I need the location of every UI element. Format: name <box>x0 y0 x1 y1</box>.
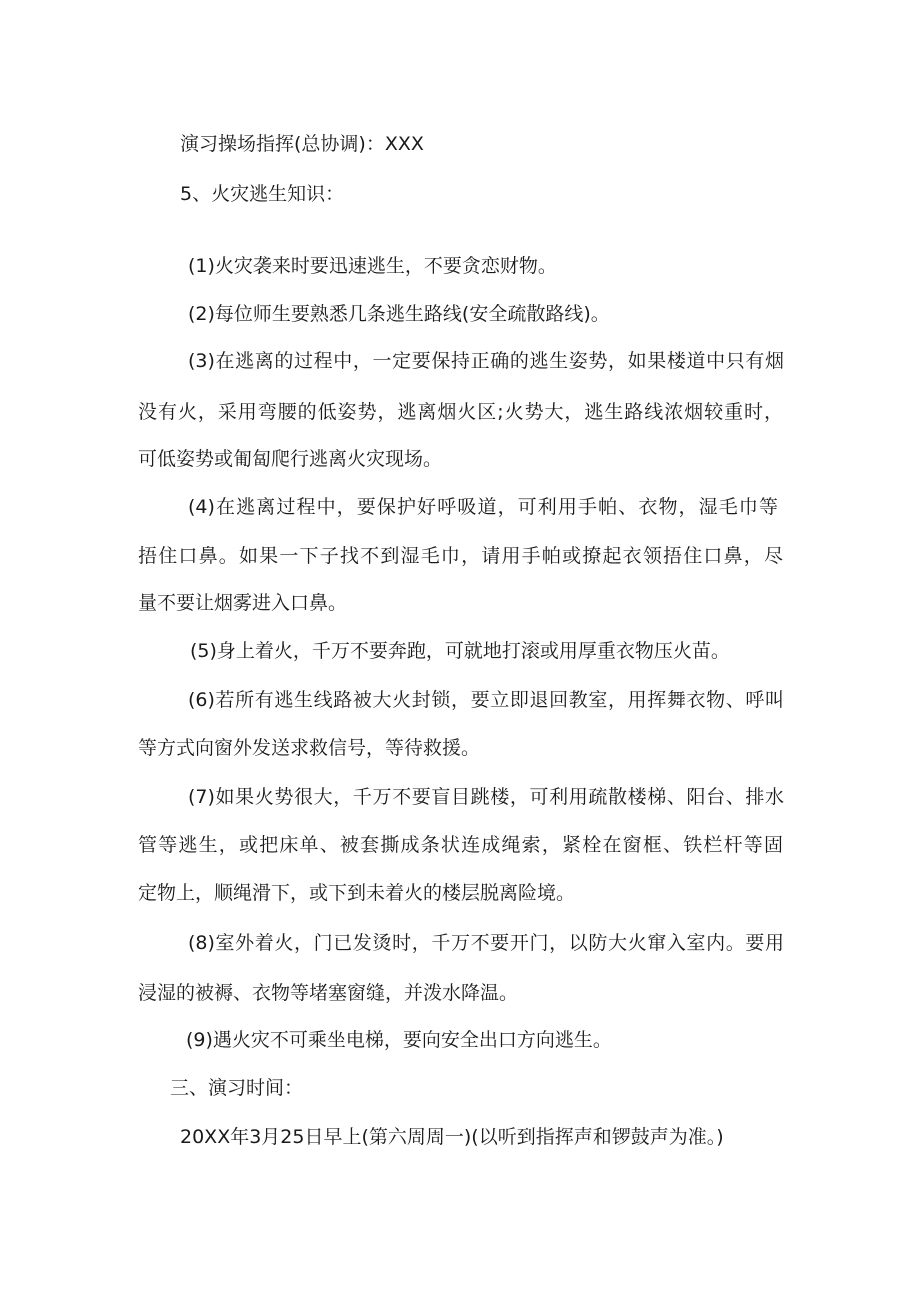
item-7-line-3: 定物上，顺绳滑下，或下到未着火的楼层脱离险境。 <box>138 882 576 904</box>
item-7-line-2: 管等逃生，或把床单、被套撕成条状连成绳索，紧栓在窗框、铁栏杆等固 <box>138 834 783 856</box>
item-3-line-3: 可低姿势或匍匐爬行逃离火灾现场。 <box>138 448 443 470</box>
commander-line: 演习操场指挥(总协调)：XXX <box>180 133 424 155</box>
section-heading-fire-escape: 5、火灾逃生知识： <box>180 183 345 205</box>
item-8-line-2: 浸湿的被褥、衣物等堵塞窗缝，并泼水降温。 <box>138 982 519 1004</box>
item-6-line-2: 等方式向窗外发送求救信号，等待救援。 <box>138 737 481 759</box>
section-heading-drill-time: 三、演习时间： <box>170 1077 304 1099</box>
item-4-line-1: (4)在逃离过程中，要保护好呼吸道，可利用手帕、衣物，湿毛巾等 <box>188 496 778 518</box>
item-9: (9)遇火灾不可乘坐电梯，要向安全出口方向逃生。 <box>186 1029 612 1051</box>
item-1: (1)火灾袭来时要迅速逃生，不要贪恋财物。 <box>188 255 557 277</box>
item-8-line-1: (8)室外着火，门已发烫时，千万不要开门，以防大火窜入室内。要用 <box>188 932 784 954</box>
item-3-line-2: 没有火，采用弯腰的低姿势，逃离烟火区;火势大，逃生路线浓烟较重时， <box>138 401 783 423</box>
item-2: (2)每位师生要熟悉几条逃生路线(安全疏散路线)。 <box>188 303 610 325</box>
item-3-line-1: (3)在逃离的过程中，一定要保持正确的逃生姿势，如果楼道中只有烟 <box>188 350 784 372</box>
item-7-line-1: (7)如果火势很大，千万不要盲目跳楼，可利用疏散楼梯、阳台、排水 <box>188 786 784 808</box>
drill-time-text: 20XX年3月25日早上(第六周周一)(以听到指挥声和锣鼓声为准。) <box>180 1126 724 1148</box>
item-4-line-3: 量不要让烟雾进入口鼻。 <box>138 592 348 614</box>
item-6-line-1: (6)若所有逃生线路被大火封锁，要立即退回教室，用挥舞衣物、呼叫 <box>188 689 784 711</box>
item-4-line-2: 捂住口鼻。如果一下子找不到湿毛巾，请用手帕或撩起衣领捂住口鼻，尽 <box>138 545 783 567</box>
item-5: (5)身上着火，千万不要奔跑，可就地打滚或用厚重衣物压火苗。 <box>190 640 730 662</box>
